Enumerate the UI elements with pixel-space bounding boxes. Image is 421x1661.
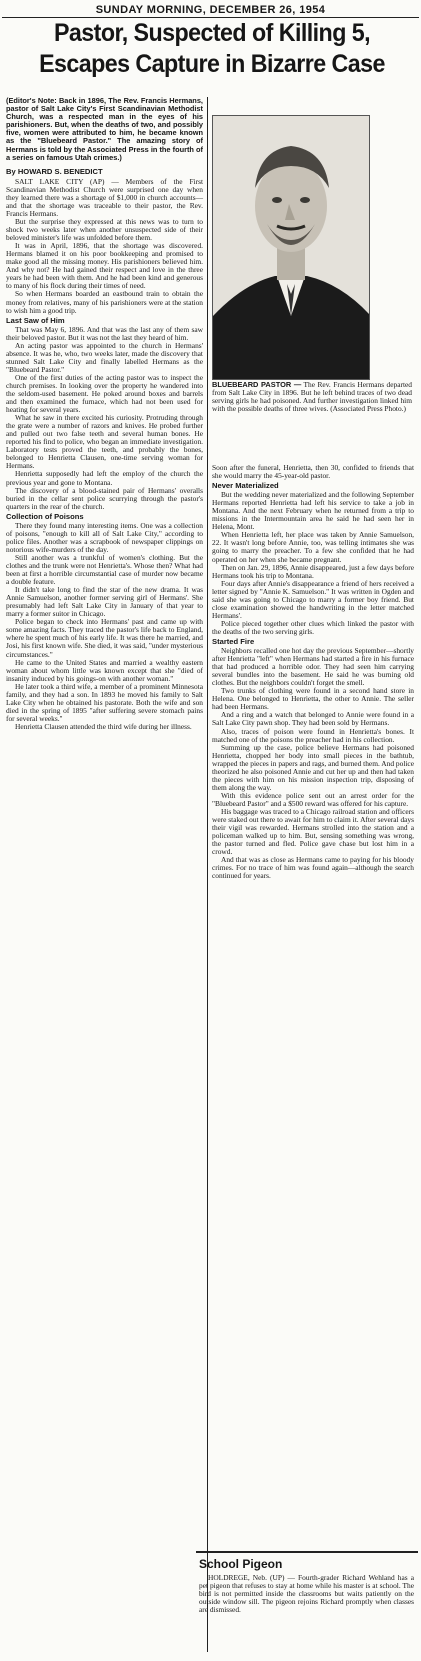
paragraph: The discovery of a blood-stained pair of Hermans' overalls buried in the cellar sent police scurrying through the pastor's quarters in the rear of the church. <box>6 485 203 511</box>
headline <box>20 18 403 80</box>
article-column-2 <box>212 464 414 880</box>
subhead-never-materialized: Never Materialized <box>212 481 279 491</box>
paragraph: Summing up the case, police believe Hermans had poisoned Henrietta, chopped her body into small pieces in the bathtub, wrapped the pieces in papers and rags, and burned them. And police theorized he also poisoned Annie and cut her up and then had taken the pieces with him on his mission inspection trip, disposing of them along the way. <box>212 742 414 792</box>
paragraph: Two trunks of clothing were found in a second hand store in Helena. One belonged to Henrietta, the other to Annie. The seller had been Hermans. <box>212 686 414 712</box>
subhead-started-fire: Started Fire <box>212 636 255 646</box>
paragraph: He came to the United States and married a wealthy eastern woman about whom little was known except that she "died of insanity induced by his goings-on with another woman." <box>6 657 203 683</box>
paragraph: When Henrietta left, her place was taken by Annie Samuelson, 22. It wasn't long before Annie, too, was telling intimates she was going to marry the preacher. To a few she confided that he had operated on her when she became pregnant. <box>212 530 414 564</box>
photo-caption <box>212 381 412 413</box>
portrait-photo <box>212 115 370 380</box>
paragraph: An acting pastor was appointed to the church in Hermans' absence. It was he, who, two weeks later, made the discovery that stunned Salt Lake City and finally labelled Hermans as the "Bluebeard Pastor." <box>6 340 203 374</box>
paragraph: His baggage was traced to a Chicago railroad station and officers were staked out there to await for him to claim it. After several days their vigil was rewarded. Hermans strolled into the station and a policeman walked up to him. But, sensing something was wrong, the pastor turned and fled. Police gave chase but lost him in a crowd. <box>212 806 414 857</box>
paragraph: Also, traces of poison were found in Henrietta's bones. It matched one of the poisons the preacher had in his collection. <box>212 726 414 744</box>
paragraph: One of the first duties of the acting pastor was to inspect the church premises. In looking over the property he wandered into the seldom-used basement. He poked around boxes and barrels and then examined the furnace, which had not been used for heating for several years. <box>6 372 203 415</box>
caption-text: The Rev. Francis Hermans departed from Salt Lake City in 1896. But he left behind traces of two dead serving girls he had poisoned. And further investigation linked him with the possible deaths of three wives. (Associated Press Photo.) <box>212 380 412 414</box>
paragraph: Henrietta supposedly had left the employ of the church the previous year and gone to Montana. <box>6 469 203 487</box>
headline-line-1: Pastor, Suspected of Killing 5, <box>53 19 371 47</box>
school-pigeon-title: School Pigeon <box>199 1557 283 1571</box>
paragraph: He later took a third wife, a member of a prominent Minnesota family, and they had a son. In 1893 he moved his family to Salt Lake City when he obtained his pastorate. Both the wife and son died in the spring of 1895 "after suffering severe stomach pains for several weeks." <box>6 681 203 723</box>
paragraph: That was May 6, 1896. And that was the last any of them saw their beloved pastor. But it was not the last they heard of him. <box>6 324 203 342</box>
portrait-illustration <box>213 116 369 379</box>
headline-line-2: Escapes Capture in Bizarre Case <box>39 50 385 78</box>
paragraph: So when Hermans boarded an eastbound train to obtain the money from relatives, many of his parishioners were at the station to wish him a good trip. <box>6 289 203 315</box>
paragraph: And that was as close as Hermans came to paying for his bloody crimes. For no trace of him was found again—although the search continued for years. <box>212 855 414 881</box>
paragraph: With this evidence police sent out an arrest order for the "Bluebeard Pastor" and a $500 reward was offered for his capture. <box>212 790 414 808</box>
byline: By HOWARD S. BENEDICT <box>6 166 103 176</box>
column-rule <box>207 97 208 1652</box>
paragraph: But the surprise they expressed at this news was to turn to shock two weeks later when another unsuspected side of their beloved minister's life was unfolded before them. <box>6 217 203 243</box>
paragraph: Police began to check into Hermans' past and came up with some amazing facts. They traced the pastor's life back to England, where he spent much of his early life. It was there he married, and Josi, his first known wife. She died, it was said, "under mysterious circumstances." <box>6 617 203 659</box>
paragraph: It was in April, 1896, that the shortage was discovered. Hermans blamed it on his poor bookkeeping and promised to make good all the missing money. His parishioners believed him. And why not? He had gained their respect and love in the three years he had been with them. And he had been kind and generous to many of his flock during their times of need. <box>6 241 203 291</box>
subhead-last-saw: Last Saw of Him <box>6 315 65 325</box>
paragraph: What he saw in there excited his curiosity. Protruding through the grate were a number of razors and knives. He probed further and pulled out two false teeth and several human bones. He reported his find to police, who began an immediate investigation. Laboratory tests proved the teeth, and probably the bones, belonged to Henrietta Clausen, one-time serving woman for Hermans. <box>6 413 203 471</box>
paragraph: And a ring and a watch that belonged to Annie were found in a Salt Lake City pawn shop. They had been sold by Hermans. <box>212 710 414 728</box>
paragraph: There they found many interesting items. One was a collection of poisons, "enough to kill all of Salt Lake City," according to police files. Another was a scrapbook of newspaper clippings on notorious wife-murders of the day. <box>6 520 203 554</box>
editors-note: (Editor's Note: Back in 1896, The Rev. Francis Hermans, pastor of Salt Lake City's First Scandinavian Methodist Church, was a respected man in the eyes of his parishioners. But, when the deaths of two, and possibly five, women were attributed to him, he became known as the "Bluebeard Pastor." The amazing story of Hermans is told by the Associated Press in the fourth of a series on famous Utah crimes.) <box>6 96 203 162</box>
paragraph: It didn't take long to find the star of the new drama. It was Annie Samuelson, another former serving girl of Hermans'. She presumably had left Salt Lake City in January of that year to marry a former suitor in Chicago. <box>6 585 203 619</box>
caption-lead: BLUEBEARD PASTOR — <box>212 380 302 389</box>
box-rule <box>196 1551 418 1553</box>
paragraph: But the wedding never materialized and the following September Hermans reported Henrietta had left his service to take a job in Montana. And the next February when he returned from a trip to missions in the Intermountain area he said he had seen her in Helena, Mont. <box>212 490 414 532</box>
paragraph: Neighbors recalled one hot day the previous September—shortly after Henrietta "left" when Hermans had started a fire in his furnace that had produced a horrible odor. They had seen him carrying several bundles into the basement. He said he was burning old clothes. But the neighbors couldn't forget the smell. <box>212 646 414 688</box>
subhead-collection-of-poisons: Collection of Poisons <box>6 511 84 521</box>
dateline: SUNDAY MORNING, DECEMBER 26, 1954 <box>95 4 326 16</box>
school-pigeon-article <box>199 1574 414 1614</box>
paragraph: SALT LAKE CITY (AP) — Members of the First Scandinavian Methodist Church were surprised one day when they learned there was a shortage of $1,000 in church accounts—and that the shortage was traceable to their pastor, the Rev. Francis Hermans. <box>6 176 203 218</box>
paragraph: Henrietta Clausen attended the third wife during her illness. <box>15 721 192 731</box>
paragraph: Police pieced together other clues which linked the pastor with the deaths of the two serving girls. <box>212 618 414 636</box>
paragraph: Four days after Annie's disappearance a friend of hers received a letter signed by "Annie K. Samuelson." It was written in Ogden and said she was going to Chicago to marry a former boy friend. But close examination showed the handwriting in the letter matched Hermans'. <box>212 578 414 620</box>
paragraph: HOLDREGE, Neb. (UP) — Fourth-grader Richard Wehland has a pet pigeon that refuses to stay at home while his master is at school. The bird is not permitted inside the classrooms but waits patiently on the outside window sill. The pigeon rejoins Richard promptly when classes are dismissed. <box>199 1573 414 1615</box>
article-column-1 <box>6 97 203 731</box>
paragraph: Still another was a trunkful of women's clothing. But the clothes and the trunk were not Henrietta's. Whose then? What had been at first a horrible circumstantial case of murder now became a double feature. <box>6 552 203 587</box>
paragraph: Then on Jan. 29, 1896, Annie disappeared, just a few days before Hermans took his trip to Montana. <box>212 562 414 580</box>
paragraph: Soon after the funeral, Henrietta, then 30, confided to friends that she would marry the 45-year-old pastor. <box>212 463 414 481</box>
